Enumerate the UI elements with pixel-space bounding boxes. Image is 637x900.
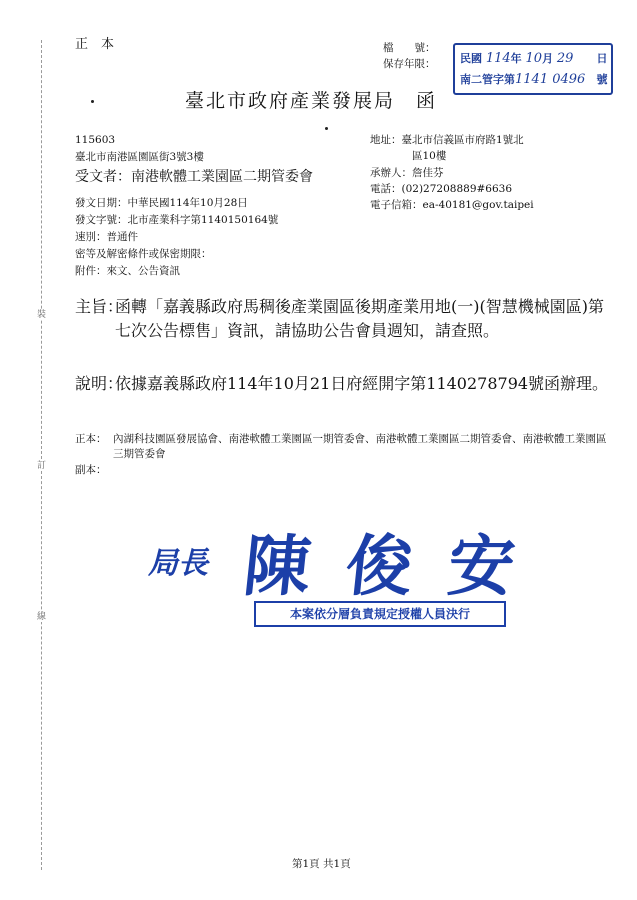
document-number: 發文字號：北市產業科字第1140150164號 xyxy=(75,214,279,226)
explanation-text: 依據嘉義縣政府114年10月21日府經開字第1140278794號函辦理。 xyxy=(115,374,609,393)
binding-mark-staple: 訂 xyxy=(37,461,47,471)
file-number-label: 檔 號： xyxy=(383,42,436,54)
attachments: 附件：來文、公告資訊 xyxy=(75,265,180,277)
contact-phone: 電話：(02)27208889#6636 xyxy=(370,183,513,195)
binding-line xyxy=(41,40,42,870)
receipt-side-day: 日 xyxy=(596,52,608,65)
receipt-date-line: 民國 114年 10月 29 xyxy=(460,51,574,66)
signature-title: 局長 xyxy=(148,546,208,581)
explanation-label: 說明： xyxy=(75,374,124,393)
retention-label: 保存年限： xyxy=(383,58,436,70)
recipient-address: 臺北市南港區園區街3號3樓 xyxy=(75,151,204,163)
binding-mark-line: 線 xyxy=(37,612,47,622)
main-copy-label: 正本： xyxy=(75,433,107,445)
page-footer: 第1頁 共1頁 xyxy=(292,858,351,870)
signature-name: 陳俊安 xyxy=(240,528,555,605)
main-copy-recipients: 內湖科技園區發展協會、南港軟體工業園區一期管委會、南港軟體工業園區二期管委會、南港軟體工業園區三期管委會 xyxy=(113,433,607,460)
receipt-stamp xyxy=(453,43,613,95)
secrecy-level: 密等及解密條件或保密期限： xyxy=(75,248,212,260)
decorative-dot xyxy=(91,100,94,103)
copy-mark: 正 本 xyxy=(75,37,115,52)
contact-person: 承辦人：詹佳芬 xyxy=(370,167,444,179)
sender-address-line2: 區10樓 xyxy=(412,150,447,162)
delegation-stamp: 本案依分層負責規定授權人員決行 xyxy=(254,601,506,627)
postal-code: 115603 xyxy=(75,134,116,146)
decorative-dot xyxy=(325,127,328,130)
recipient: 受文者：南港軟體工業園區二期管委會 xyxy=(75,169,313,185)
subject-label: 主旨： xyxy=(75,297,124,316)
binding-mark-bind: 裝 xyxy=(37,310,47,320)
receipt-side-number: 號 xyxy=(596,73,608,86)
receipt-number-line: 南二管字第1141 0496 xyxy=(460,72,586,87)
secondary-copy-label: 副本： xyxy=(75,464,107,476)
issue-date: 發文日期：中華民國114年10月28日 xyxy=(75,197,248,209)
agency-title: 臺北市政府產業發展局 函 xyxy=(185,90,438,112)
contact-email: 電子信箱：ea-40181@gov.taipei xyxy=(370,199,534,211)
subject-text: 函轉「嘉義縣政府馬稠後產業園區後期產業用地(一)(智慧機械園區)第七次公告標售」資訊，請協助公告會員週知，請查照。 xyxy=(115,297,604,340)
delivery-speed: 速別：普通件 xyxy=(75,231,138,243)
sender-address-line1: 地址：臺北市信義區市府路1號北 xyxy=(370,134,524,146)
